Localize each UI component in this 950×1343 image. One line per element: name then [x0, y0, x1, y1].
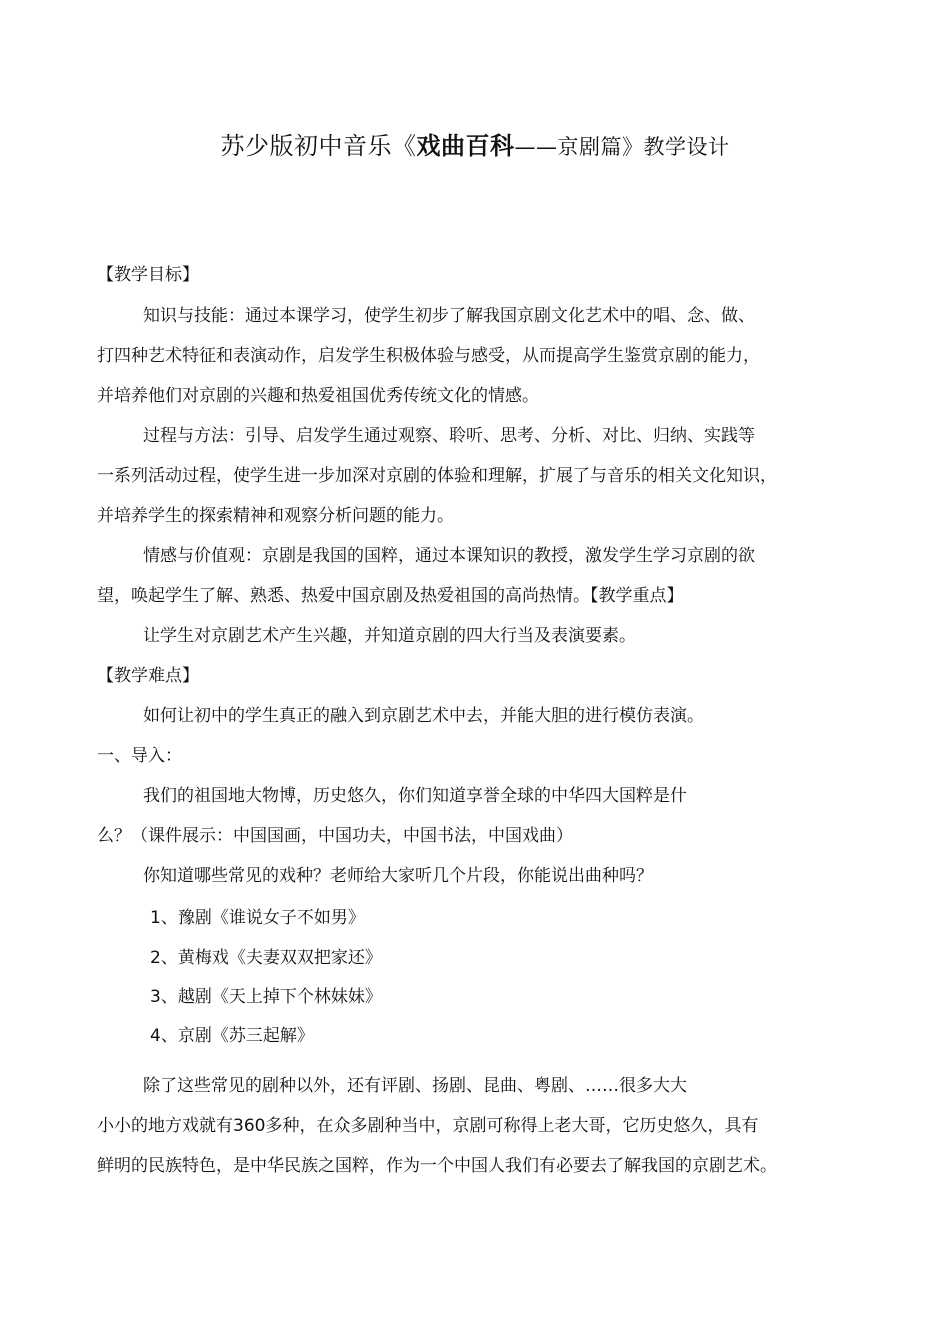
- paragraph-line: 望，唤起学生了解、熟悉、热爱中国京剧及热爱祖国的高尚热情。【教学重点】: [97, 586, 684, 606]
- paragraph-line: 如何让初中的学生真正的融入到京剧艺术中去，并能大胆的进行模仿表演。: [143, 706, 704, 726]
- paragraph-line: 小小的地方戏就有360多种，在众多剧种当中，京剧可称得上老大哥，它历史悠久，具有: [97, 1116, 759, 1136]
- paragraph-line: 并培养学生的探索精神和观察分析问题的能力。: [97, 506, 454, 526]
- paragraph-line: 并培养他们对京剧的兴趣和热爱祖国优秀传统文化的情感。: [97, 386, 539, 406]
- section-heading-objectives: 【教学目标】: [97, 265, 199, 285]
- paragraph-line: 情感与价值观：京剧是我国的国粹，通过本课知识的教授，激发学生学习京剧的欲: [143, 546, 755, 566]
- paragraph-line: 除了这些常见的剧种以外，还有评剧、扬剧、昆曲、粤剧、……很多大大: [143, 1076, 687, 1096]
- list-item: 3、越剧《天上掉下个林妹妹》: [150, 987, 382, 1007]
- paragraph-line: 你知道哪些常见的戏种？老师给大家听几个片段，你能说出曲种吗？: [143, 866, 653, 886]
- title-part-3: ——京剧篇》: [514, 135, 644, 159]
- paragraph-line: 知识与技能：通过本课学习，使学生初步了解我国京剧文化艺术中的唱、念、做、: [143, 306, 755, 326]
- title-part-4: 教学设计: [643, 135, 730, 159]
- paragraph-line: 么？（课件展示：中国国画，中国功夫，中国书法，中国戏曲）: [97, 826, 573, 846]
- paragraph-line: 让学生对京剧艺术产生兴趣，并知道京剧的四大行当及表演要素。: [143, 626, 636, 646]
- paragraph-line: 打四种艺术特征和表演动作，启发学生积极体验与感受，从而提高学生鉴赏京剧的能力，: [97, 346, 760, 366]
- title-part-1: 苏少版初中音乐《: [220, 132, 417, 160]
- list-item: 1、豫剧《谁说女子不如男》: [150, 908, 365, 928]
- section-heading-intro: 一、导入：: [97, 746, 182, 766]
- paragraph-line: 我们的祖国地大物博，历史悠久，你们知道享誉全球的中华四大国粹是什: [143, 786, 687, 806]
- list-item: 4、京剧《苏三起解》: [150, 1026, 314, 1046]
- title-part-2: 戏曲百科: [416, 132, 515, 160]
- paragraph-line: 一系列活动过程，使学生进一步加深对京剧的体验和理解，扩展了与音乐的相关文化知识，: [97, 466, 777, 486]
- document-title: [0, 126, 950, 161]
- section-heading-difficulties: 【教学难点】: [97, 666, 199, 686]
- paragraph-line: 鲜明的民族特色，是中华民族之国粹，作为一个中国人我们有必要去了解我国的京剧艺术。: [97, 1156, 777, 1176]
- paragraph-line: 过程与方法：引导、启发学生通过观察、聆听、思考、分析、对比、归纳、实践等: [143, 426, 755, 446]
- list-item: 2、黄梅戏《夫妻双双把家还》: [150, 948, 382, 968]
